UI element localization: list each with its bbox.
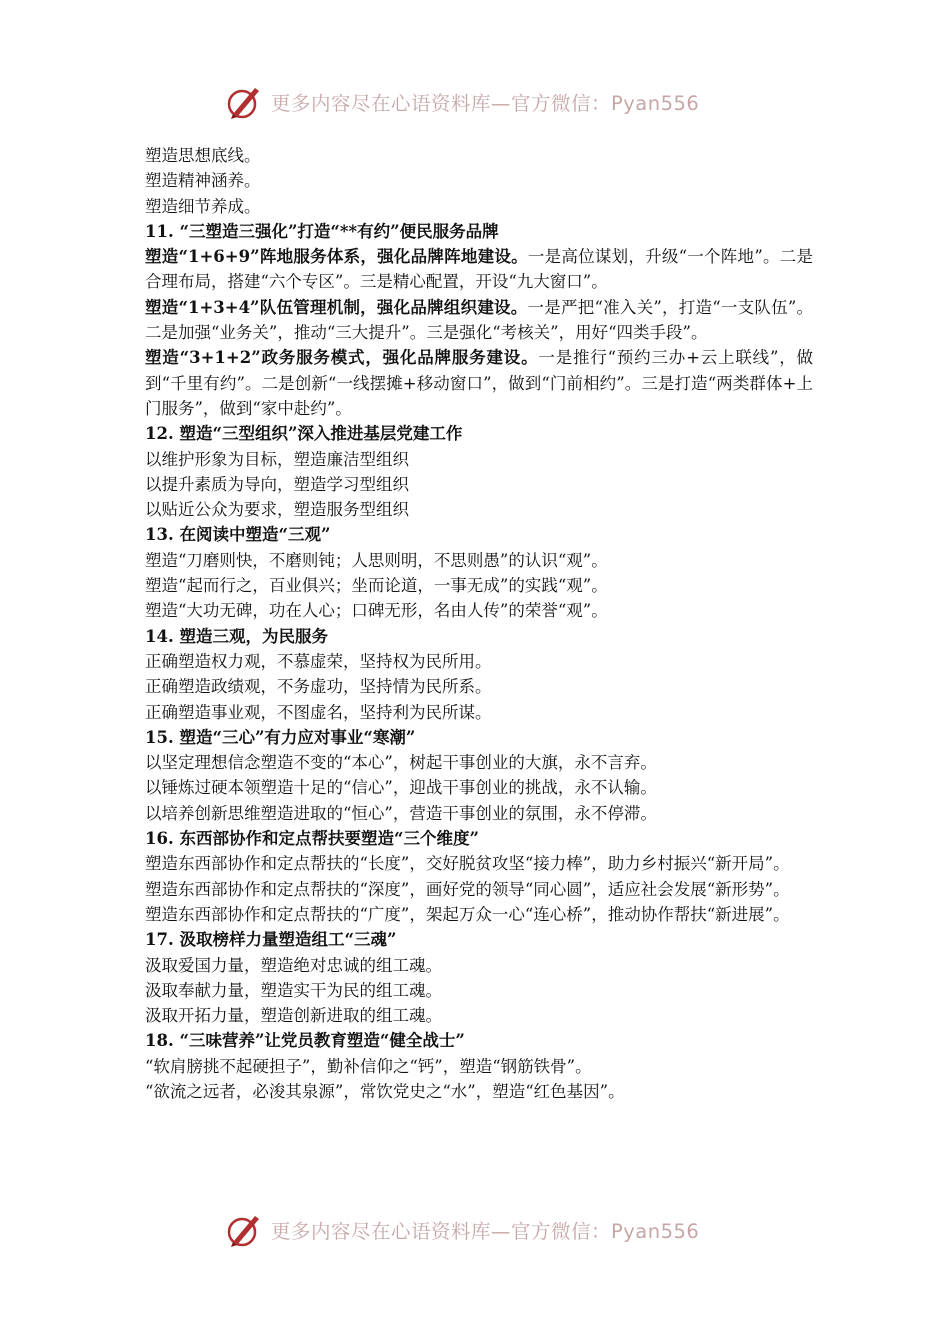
section-heading-15: 15. 塑造“三心”有力应对事业“寒潮”: [145, 727, 416, 747]
text-line: 塑造精神涵养。: [145, 171, 261, 191]
text-line: 以锤炼过硬本领塑造十足的“信心”，迎战干事创业的挑战，永不认输。: [145, 778, 657, 798]
text-line: 以提升素质为导向，塑造学习型组织: [145, 474, 409, 494]
pen-logo-icon: [225, 82, 265, 122]
text-line: 塑造思想底线。: [145, 146, 261, 165]
text-line: 正确塑造权力观，不慕虚荣，坚持权为民所用。: [145, 651, 492, 671]
paragraph: [145, 295, 813, 346]
text-line: 塑造“刀磨则快，不磨则钝；人思则明，不思则愚”的认识“观”。: [145, 550, 608, 570]
text-line: 塑造东西部协作和定点帮扶的“长度”，交好脱贫攻坚“接力棒”，助力乡村振兴“新开局”。: [145, 854, 790, 874]
text-line: 塑造东西部协作和定点帮扶的“深度”，画好党的领导“同心圆”，适应社会发展“新形势”。: [145, 879, 790, 899]
text-line: “软肩膀挑不起硬担子”，勤补信仰之“钙”，塑造“钢筋铁骨”。: [145, 1056, 592, 1076]
paragraph-text: 一是严把“准入关”，打造“一支队伍”。二是加强“业务关”，推动“三大提升”。三是强化“考核关”，用好“四类手段”。: [145, 297, 813, 343]
text-line: 汲取奉献力量，塑造实干为民的组工魂。: [145, 980, 442, 1000]
watermark-text: 更多内容尽在心语资料库—官方微信：Pyan556: [271, 1220, 700, 1243]
text-line: 正确塑造政绩观，不务虚功，坚持情为民所系。: [145, 677, 492, 697]
watermark-banner-top: [225, 82, 745, 122]
text-line: 塑造“起而行之，百业俱兴；坐而论道，一事无成”的实践“观”。: [145, 576, 608, 596]
document-body: [145, 143, 813, 1104]
text-line: “欲流之远者，必浚其泉源”，常饮党史之“水”，塑造“红色基因”。: [145, 1081, 625, 1101]
text-line: 塑造细节养成。: [145, 196, 261, 216]
paragraph: [145, 345, 813, 421]
section-heading-11: 11. “三塑造三强化”打造“**有约”便民服务品牌: [145, 221, 499, 241]
watermark-text: 更多内容尽在心语资料库—官方微信：Pyan556: [271, 92, 700, 115]
text-line: 塑造东西部协作和定点帮扶的“广度”，架起万众一心“连心桥”，推动协作帮扶“新进展”。: [145, 904, 790, 924]
paragraph-lead: 塑造“1+3+4”队伍管理机制，强化品牌组织建设。: [145, 297, 528, 317]
text-line: 以维护形象为目标，塑造廉洁型组织: [145, 449, 409, 469]
text-line: 汲取爱国力量，塑造绝对忠诚的组工魂。: [145, 955, 442, 975]
text-line: 正确塑造事业观，不图虚名，坚持利为民所谋。: [145, 702, 492, 722]
text-line: 汲取开拓力量，塑造创新进取的组工魂。: [145, 1006, 442, 1026]
watermark-banner-bottom: [225, 1210, 745, 1250]
paragraph: [145, 244, 813, 295]
section-heading-17: 17. 汲取榜样力量塑造组工“三魂”: [145, 930, 397, 950]
text-line: 以培养创新思维塑造进取的“恒心”，营造干事创业的氛围，永不停滞。: [145, 803, 657, 823]
section-heading-13: 13. 在阅读中塑造“三观”: [145, 525, 331, 545]
text-line: 以贴近公众为要求，塑造服务型组织: [145, 500, 409, 520]
section-heading-14: 14. 塑造三观，为民服务: [145, 626, 328, 646]
paragraph-lead: 塑造“3+1+2”政务服务模式，强化品牌服务建设。: [145, 348, 539, 368]
paragraph-text: 一是推行“预约三办+云上联线”，做到“千里有约”。二是创新“一线摆摊+移动窗口”，做到“门前相约”。三是打造“两类群体+上门服务”，做到“家中赴约”。: [145, 348, 814, 418]
section-heading-12: 12. 塑造“三型组织”深入推进基层党建工作: [145, 424, 463, 444]
section-heading-18: 18. “三味营养”让党员教育塑造“健全战士”: [145, 1031, 465, 1051]
paragraph-text: 一是高位谋划，升级“一个阵地”。二是合理布局，搭建“六个专区”。三是精心配置，开设“九大窗口”。: [145, 247, 814, 292]
text-line: 以坚定理想信念塑造不变的“本心”，树起干事创业的大旗，永不言弃。: [145, 753, 657, 773]
paragraph-lead: 塑造“1+6+9”阵地服务体系，强化品牌阵地建设。: [145, 247, 528, 267]
text-line: 塑造“大功无碑，功在人心；口碑无形，名由人传”的荣誉“观”。: [145, 601, 608, 621]
pen-logo-icon: [225, 1210, 265, 1250]
section-heading-16: 16. 东西部协作和定点帮扶要塑造“三个维度”: [145, 829, 479, 849]
